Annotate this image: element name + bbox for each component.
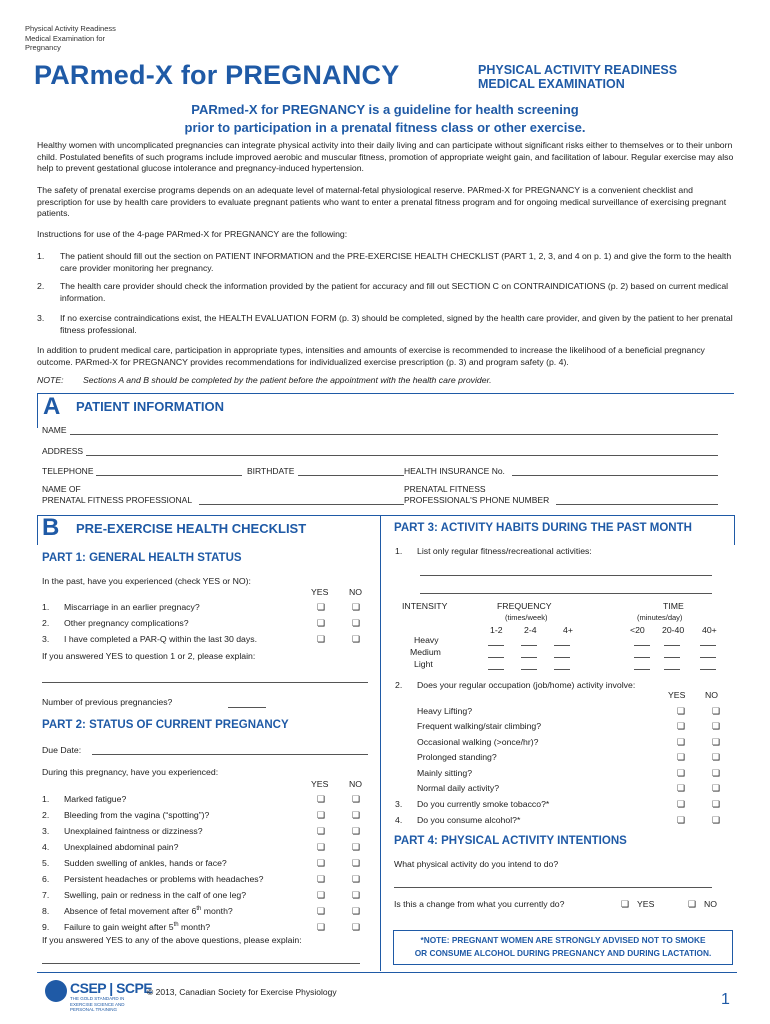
intensity-entry-field[interactable] xyxy=(521,645,537,646)
q3-no-checkbox[interactable]: ❏ xyxy=(712,799,721,809)
item-text: Sudden swelling of ankles, hands or face? xyxy=(64,858,227,868)
intensity-header: INTENSITY xyxy=(402,601,448,611)
part1-title: PART 1: GENERAL HEALTH STATUS xyxy=(42,552,242,564)
time-col: 40+ xyxy=(702,625,717,635)
yes-checkbox[interactable]: ❏ xyxy=(677,752,686,763)
no-checkbox[interactable]: ❏ xyxy=(352,874,361,884)
item-text: Other pregnancy complications? xyxy=(64,618,189,628)
no-checkbox[interactable]: ❏ xyxy=(352,842,361,852)
yes-checkbox[interactable]: ❏ xyxy=(317,634,326,644)
prev-pregnancies-field[interactable] xyxy=(228,707,266,708)
item-text: Unexplained abdominal pain? xyxy=(64,842,179,852)
telephone-field[interactable] xyxy=(96,475,242,476)
intensity-entry-field[interactable] xyxy=(664,657,680,658)
header-line: Medical Examination for xyxy=(25,33,106,43)
header-line: Pregnancy xyxy=(25,43,61,52)
form-short-title xyxy=(25,24,135,53)
page-number: 1 xyxy=(721,991,730,1008)
occupation-item: Occasional walking (>once/hr)? xyxy=(417,736,539,747)
yes-checkbox[interactable]: ❏ xyxy=(317,858,326,868)
part3-title: PART 3: ACTIVITY HABITS DURING THE PAST MONTH xyxy=(394,522,692,534)
item-text: Unexplained faintness or dizziness? xyxy=(64,826,203,836)
subtitle xyxy=(40,101,730,137)
csep-logo-icon xyxy=(45,980,67,1002)
change-question: Is this a change from what you currently do? xyxy=(394,899,565,909)
freq-col: 4+ xyxy=(563,625,573,635)
due-date-field[interactable] xyxy=(92,754,368,755)
occupation-item: Heavy Lifting? xyxy=(417,706,473,716)
section-b-title: PRE-EXERCISE HEALTH CHECKLIST xyxy=(76,521,307,536)
no-checkbox[interactable]: ❏ xyxy=(352,858,361,868)
part2-explain-field[interactable] xyxy=(42,963,360,964)
q2-number: 2. xyxy=(395,680,403,690)
activity-field[interactable] xyxy=(420,593,712,594)
activity-field[interactable] xyxy=(420,575,712,576)
section-b-border xyxy=(37,515,38,545)
item-number: 1. xyxy=(37,251,45,261)
yes-checkbox[interactable]: ❏ xyxy=(317,906,326,916)
intensity-entry-field[interactable] xyxy=(521,669,537,670)
item-number: 1. xyxy=(42,602,50,612)
item-number: 7. xyxy=(42,890,50,900)
no-checkbox[interactable]: ❏ xyxy=(352,890,361,900)
frequency-header: FREQUENCY xyxy=(497,601,552,611)
q1-number: 1. xyxy=(395,546,403,556)
no-checkbox[interactable]: ❏ xyxy=(712,736,721,747)
yes-checkbox[interactable]: ❏ xyxy=(677,721,686,732)
yes-checkbox[interactable]: ❏ xyxy=(317,794,326,804)
no-header: NO xyxy=(705,690,719,700)
q4-yes-checkbox[interactable]: ❏ xyxy=(677,815,686,825)
title-right xyxy=(478,63,738,91)
yes-checkbox[interactable]: ❏ xyxy=(317,618,326,628)
yes-checkbox[interactable]: ❏ xyxy=(677,783,686,793)
item-text: Marked fatigue? xyxy=(64,794,127,804)
yes-checkbox[interactable]: ❏ xyxy=(317,922,326,932)
intensity-entry-field[interactable] xyxy=(488,657,504,658)
part4-question: What physical activity do you intend to do? xyxy=(394,859,559,869)
yes-checkbox[interactable]: ❏ xyxy=(677,767,686,778)
intensity-row-label: Light xyxy=(414,659,433,669)
instructions-list xyxy=(37,251,737,341)
prenatal-professional-field[interactable] xyxy=(199,504,404,505)
title-right-line: MEDICAL EXAMINATION xyxy=(478,77,625,91)
change-yes-label: YES xyxy=(637,899,655,909)
intensity-row-label: Medium xyxy=(410,647,441,657)
yes-checkbox[interactable]: ❏ xyxy=(317,874,326,884)
address-field[interactable] xyxy=(86,455,718,456)
q3-text: Do you currently smoke tobacco?* xyxy=(417,799,550,809)
part3-right-border xyxy=(734,515,735,545)
csep-logo-text: CSEP | SCPE xyxy=(70,980,153,996)
q3-number: 3. xyxy=(395,799,403,809)
item-text: The health care provider should check the information provided by the patient for accuracy and fill out SECTION C on CONTRAINDICATIONS (p. 2) based on current medical information. xyxy=(60,281,729,303)
item-number: 2. xyxy=(42,810,50,820)
q4-number: 4. xyxy=(395,815,403,825)
occupation-item: Frequent walking/stair climbing? xyxy=(417,721,542,732)
item-text: Absence of fetal movement after 6th month? xyxy=(64,906,233,916)
occupation-item: Normal daily activity? xyxy=(417,783,500,793)
q2-text: Does your regular occupation (job/home) activity involve: xyxy=(417,680,636,690)
item-text: Miscarriage in an earlier pregnacy? xyxy=(64,602,200,612)
no-checkbox[interactable]: ❏ xyxy=(352,922,361,932)
part3-top-border xyxy=(380,515,735,516)
subtitle-line: prior to participation in a prenatal fitness class or other exercise. xyxy=(184,120,586,135)
title-right-line: PHYSICAL ACTIVITY READINESS xyxy=(478,63,678,77)
part1-question: In the past, have you experienced (check YES or NO): xyxy=(42,576,251,586)
change-no-label: NO xyxy=(704,899,718,909)
item-number: 3. xyxy=(37,313,45,323)
footer-divider xyxy=(37,972,737,973)
item-text: If no exercise contraindications exist, the HEALTH EVALUATION FORM (p. 3) should be completed, signed by the health care provider, and given by the patient to her prenatal fitness professional. xyxy=(60,313,733,335)
occupation-item: Prolonged standing? xyxy=(417,752,497,763)
no-checkbox[interactable]: ❏ xyxy=(352,906,361,916)
birthdate-label: BIRTHDATE xyxy=(247,466,295,476)
page-title: PARmed-X for PREGNANCY xyxy=(34,60,400,90)
note-text: Sections A and B should be completed by the patient before the appointment with the health care provider. xyxy=(83,375,492,385)
intensity-row-label: Heavy xyxy=(414,635,439,645)
prenatal-professional-label: PRENATAL FITNESS PROFESSIONAL xyxy=(42,495,193,505)
occupation-item: Mainly sitting? xyxy=(417,767,473,778)
header-line: Physical Activity Readiness xyxy=(25,24,116,33)
intensity-entry-field[interactable] xyxy=(700,669,716,670)
no-checkbox[interactable]: ❏ xyxy=(712,706,721,716)
note-label: NOTE: xyxy=(37,375,64,385)
intro-paragraph-1: Healthy women with uncomplicated pregnancies can integrate physical activity into their daily living and can participate without significant risks either to themselves or to their unborn child. Postulated benefits of such programs include improved aerobic and muscular fitness, promotion of appropriate weight gain, and facilitation of labour. Regular exercise may also help to prevent gestational glucose intolerance and pregnancy-induced hypertension. xyxy=(37,140,734,174)
item-number: 6. xyxy=(42,874,50,884)
no-checkbox[interactable]: ❏ xyxy=(352,810,361,820)
yes-checkbox[interactable]: ❏ xyxy=(317,826,326,836)
intensity-entry-field[interactable] xyxy=(664,645,680,646)
q1-text: List only regular fitness/recreational activities: xyxy=(417,546,592,556)
no-checkbox[interactable]: ❏ xyxy=(352,602,361,612)
intensity-entry-field[interactable] xyxy=(700,657,716,658)
item-number: 4. xyxy=(42,842,50,852)
intensity-entry-field[interactable] xyxy=(634,657,650,658)
time-unit: (minutes/day) xyxy=(637,613,683,622)
intensity-entry-field[interactable] xyxy=(554,645,570,646)
item-number: 3. xyxy=(42,826,50,836)
intro-paragraph-2: The safety of prenatal exercise programs depends on an adequate level of maternal-fetal physiological reserve. PARmed-X for PREGNANCY is a convenient checklist and prescription for use by health care providers to evaluate pregnant patients who want to enter a prenatal fitness program and for ongoing medical surveillance of exercising pregnant patients. xyxy=(37,185,727,219)
health-insurance-label: HEALTH INSURANCE No. xyxy=(404,466,505,476)
intensity-entry-field[interactable] xyxy=(634,669,650,670)
part2-title: PART 2: STATUS OF CURRENT PREGNANCY xyxy=(42,719,289,731)
item-number: 3. xyxy=(42,634,50,644)
birthdate-field[interactable] xyxy=(298,475,404,476)
section-a-letter: A xyxy=(43,393,61,420)
yes-checkbox[interactable]: ❏ xyxy=(317,890,326,900)
yes-header: YES xyxy=(668,690,686,700)
no-header: NO xyxy=(349,779,363,789)
health-insurance-field[interactable] xyxy=(512,475,718,476)
no-checkbox[interactable]: ❏ xyxy=(352,634,361,644)
intensity-entry-field[interactable] xyxy=(488,669,504,670)
intro-paragraph-4: In addition to prudent medical care, participation in appropriate types, intensities and amounts of exercise is recommended to increase the likelihood of a beneficial pregnancy outcome. PARmed-X for PREGNANCY provides recommendations for individualized exercise prescription (p. 3) and program safety (p. 4). xyxy=(37,345,705,367)
smoking-alcohol-note xyxy=(393,930,733,965)
intensity-entry-field[interactable] xyxy=(521,657,537,658)
time-header: TIME xyxy=(663,601,684,611)
part4-title: PART 4: PHYSICAL ACTIVITY INTENTIONS xyxy=(394,835,627,847)
copyright: © 2013, Canadian Society for Exercise Physiology xyxy=(147,987,337,997)
no-checkbox[interactable]: ❏ xyxy=(712,783,721,793)
intensity-entry-field[interactable] xyxy=(664,669,680,670)
yes-checkbox[interactable]: ❏ xyxy=(677,706,686,716)
prenatal-fitness-label: PRENATAL FITNESS xyxy=(404,484,486,494)
no-checkbox[interactable]: ❏ xyxy=(712,721,721,732)
item-text: The patient should fill out the section on PATIENT INFORMATION and the PRE-EXERCISE HEALTH CHECKLIST (PART 1, 2, 3, and 4 on p. 1) and give the form to the health care provider monitoring her pregnancy. xyxy=(60,251,732,273)
part1-explain-field[interactable] xyxy=(42,682,368,683)
intensity-entry-field[interactable] xyxy=(554,657,570,658)
professional-phone-label: PROFESSIONAL'S PHONE NUMBER xyxy=(404,495,550,505)
intended-activity-field[interactable] xyxy=(394,887,712,888)
q4-no-checkbox[interactable]: ❏ xyxy=(712,815,721,825)
professional-phone-field[interactable] xyxy=(556,504,718,505)
item-text: Bleeding from the vagina (“spotting”)? xyxy=(64,810,210,820)
part1-explain: If you answered YES to question 1 or 2, please explain: xyxy=(42,651,256,661)
intro-paragraph-3: Instructions for use of the 4-page PARmed-X for PREGNANCY are the following: xyxy=(37,229,348,239)
no-header: NO xyxy=(349,587,363,597)
no-checkbox[interactable]: ❏ xyxy=(352,794,361,804)
time-col: 20-40 xyxy=(662,625,685,635)
time-col: <20 xyxy=(630,625,645,635)
no-checkbox[interactable]: ❏ xyxy=(352,618,361,628)
q4-text: Do you consume alcohol?* xyxy=(417,815,521,825)
change-yes-checkbox[interactable]: ❏ xyxy=(621,899,630,909)
item-number: 5. xyxy=(42,858,50,868)
intensity-entry-field[interactable] xyxy=(488,645,504,646)
name-field[interactable] xyxy=(70,434,718,435)
due-date-label: Due Date: xyxy=(42,745,82,755)
no-checkbox[interactable]: ❏ xyxy=(712,752,721,763)
item-text: I have completed a PAR-Q within the last 30 days. xyxy=(64,634,257,644)
frequency-unit: (times/week) xyxy=(505,613,548,622)
part2-question: During this pregnancy, have you experienced: xyxy=(42,767,219,777)
prev-pregnancies-label: Number of previous pregnancies? xyxy=(42,697,173,707)
yes-checkbox[interactable]: ❏ xyxy=(317,842,326,852)
item-number: 2. xyxy=(42,618,50,628)
item-number: 2. xyxy=(37,281,45,291)
intensity-entry-field[interactable] xyxy=(634,645,650,646)
part2-explain: If you answered YES to any of the above questions, please explain: xyxy=(42,935,302,945)
freq-col: 2-4 xyxy=(524,625,537,635)
item-number: 1. xyxy=(42,794,50,804)
freq-col: 1-2 xyxy=(490,625,503,635)
yes-header: YES xyxy=(311,779,329,789)
note-line: OR CONSUME ALCOHOL DURING PREGNANCY AND DURING LACTATION. xyxy=(414,947,712,958)
no-checkbox[interactable]: ❏ xyxy=(352,826,361,836)
address-label: ADDRESS xyxy=(42,446,84,456)
section-b-letter: B xyxy=(42,514,60,541)
name-label: NAME xyxy=(42,425,67,435)
yes-checkbox[interactable]: ❏ xyxy=(677,736,686,747)
item-number: 9. xyxy=(42,922,50,932)
name-of-label: NAME OF xyxy=(42,484,81,494)
q3-yes-checkbox[interactable]: ❏ xyxy=(677,799,686,809)
yes-header: YES xyxy=(311,587,329,597)
yes-checkbox[interactable]: ❏ xyxy=(317,810,326,820)
note-line: *NOTE: PREGNANT WOMEN ARE STRONGLY ADVISED NOT TO SMOKE xyxy=(420,935,706,945)
intensity-entry-field[interactable] xyxy=(554,669,570,670)
change-no-checkbox[interactable]: ❏ xyxy=(688,899,697,909)
subtitle-line: PARmed-X for PREGNANCY is a guideline for health screening xyxy=(191,102,579,117)
csep-logo-tagline: THE GOLD STANDARD IN EXERCISE SCIENCE AND PERSONAL TRAINING xyxy=(70,996,125,1012)
item-number: 8. xyxy=(42,906,50,916)
no-checkbox[interactable]: ❏ xyxy=(712,767,721,778)
intensity-entry-field[interactable] xyxy=(700,645,716,646)
item-text: Persistent headaches or problems with headaches? xyxy=(64,874,264,884)
item-text: Failure to gain weight after 5th month? xyxy=(64,922,211,932)
yes-checkbox[interactable]: ❏ xyxy=(317,602,326,612)
telephone-label: TELEPHONE xyxy=(42,466,94,476)
item-text: Swelling, pain or redness in the calf of one leg? xyxy=(64,890,247,900)
section-a-title: PATIENT INFORMATION xyxy=(76,399,225,414)
